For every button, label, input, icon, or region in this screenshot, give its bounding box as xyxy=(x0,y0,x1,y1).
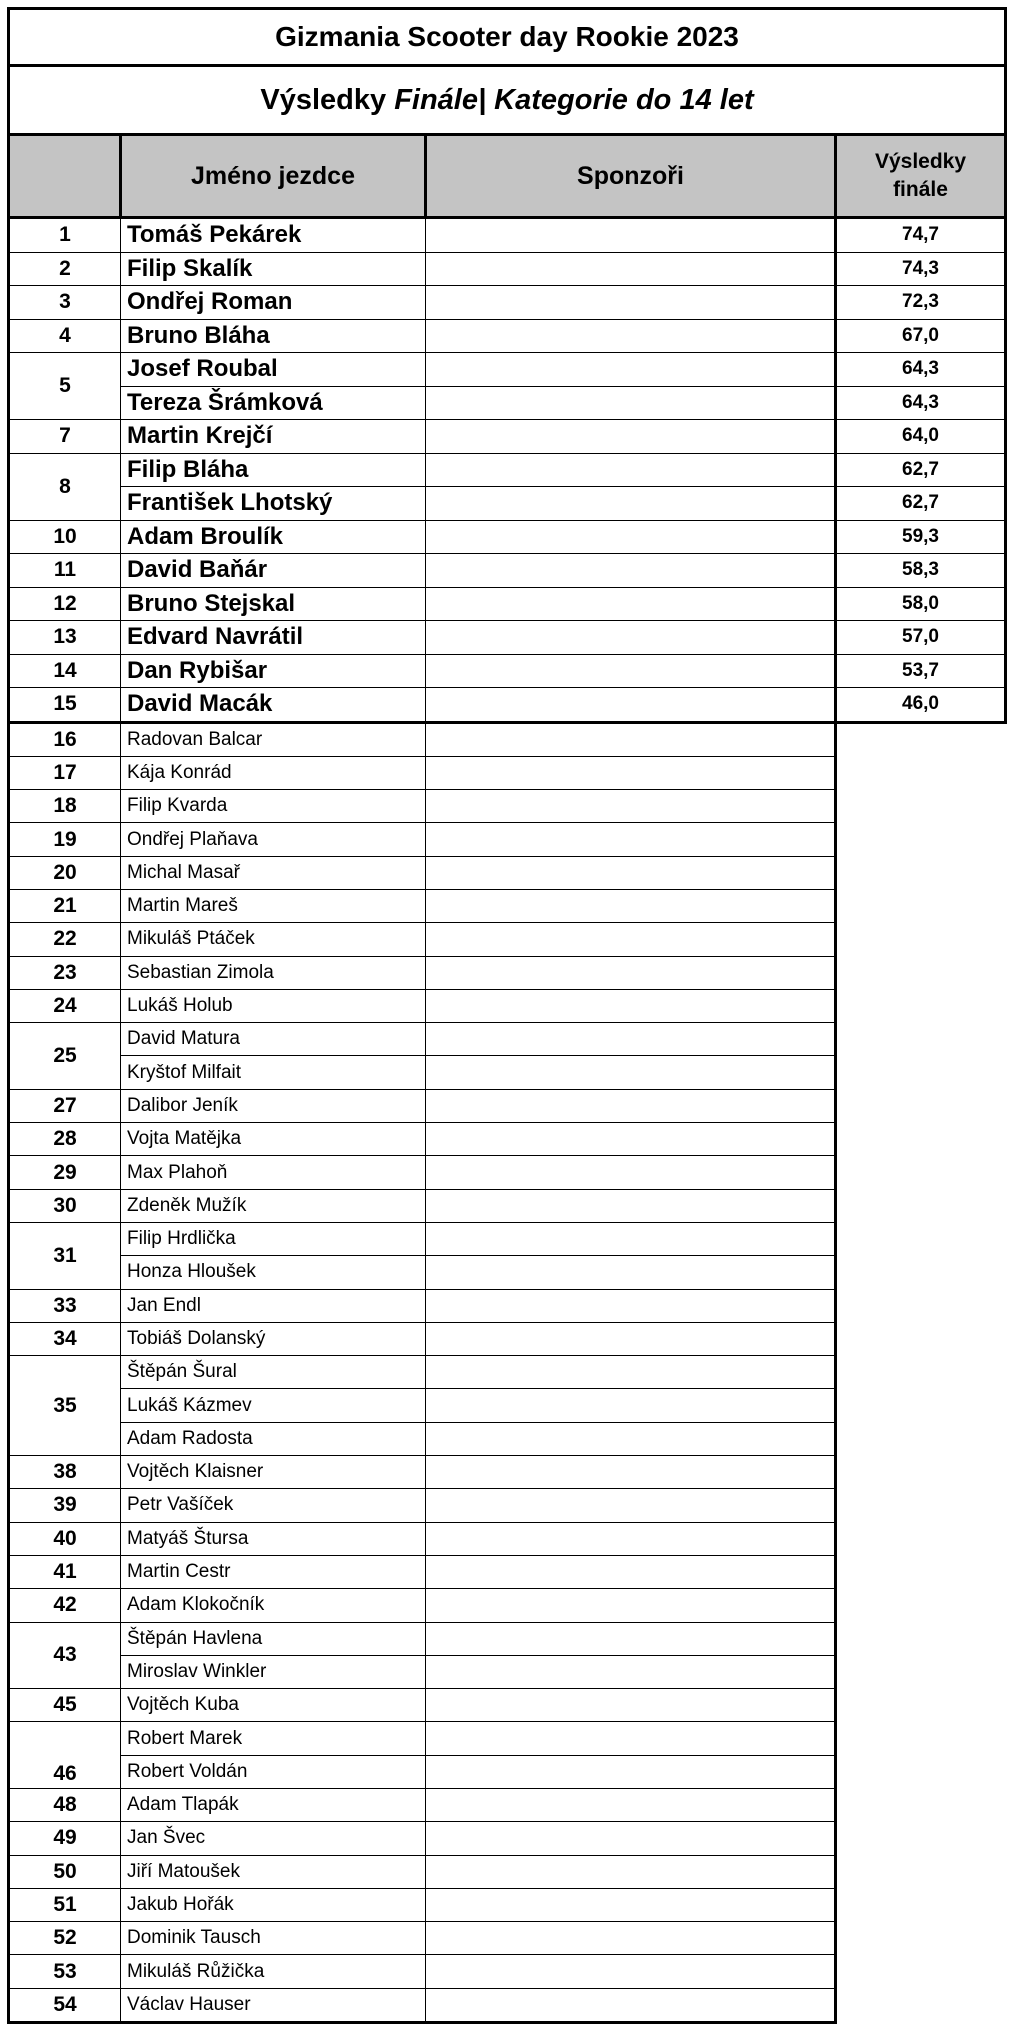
final-score: 46,0 xyxy=(836,688,1006,723)
final-score: 64,0 xyxy=(836,420,1006,454)
sponsor-cell xyxy=(426,1689,836,1722)
rider-name: Filip Skalík xyxy=(121,252,426,286)
rider-name: Adam Radosta xyxy=(121,1422,426,1455)
rider-name: Robert Marek xyxy=(121,1722,426,1755)
final-score: 72,3 xyxy=(836,286,1006,320)
rider-name: Vojtěch Kuba xyxy=(121,1689,426,1722)
final-score: 53,7 xyxy=(836,654,1006,688)
sponsor-cell xyxy=(426,1156,836,1189)
rank-cell: 48 xyxy=(9,1789,121,1822)
rank-cell: 28 xyxy=(9,1123,121,1156)
rank-cell: 35 xyxy=(9,1356,121,1456)
sponsor-cell xyxy=(426,1955,836,1988)
rider-row xyxy=(9,1489,1006,1522)
rider-name: David Macák xyxy=(121,688,426,723)
rider-row xyxy=(9,1988,1006,2022)
finalist-row xyxy=(9,286,1006,320)
rider-row xyxy=(9,956,1006,989)
rider-name: Mikuláš Ptáček xyxy=(121,923,426,956)
sponsor-cell xyxy=(426,790,836,823)
sponsor-cell xyxy=(426,856,836,889)
sponsor-cell xyxy=(426,1422,836,1455)
sponsor-cell xyxy=(426,1189,836,1222)
results-sheet xyxy=(7,7,1007,2024)
rider-row xyxy=(9,1555,1006,1588)
rank-cell: 13 xyxy=(9,621,121,655)
sponsor-cell xyxy=(426,1822,836,1855)
sponsor-cell xyxy=(426,1988,836,2022)
rank-cell: 52 xyxy=(9,1922,121,1955)
sponsor-cell xyxy=(426,654,836,688)
sponsor-cell xyxy=(426,218,836,253)
rank-cell: 38 xyxy=(9,1456,121,1489)
rider-name: Jakub Hořák xyxy=(121,1888,426,1921)
rider-name: Dominik Tausch xyxy=(121,1922,426,1955)
sponsor-cell xyxy=(426,286,836,320)
rank-cell: 10 xyxy=(9,520,121,554)
rider-row xyxy=(9,790,1006,823)
final-score: 59,3 xyxy=(836,520,1006,554)
rider-name: Jiří Matoušek xyxy=(121,1855,426,1888)
rank-cell: 22 xyxy=(9,923,121,956)
rank-cell: 1 xyxy=(9,218,121,253)
rank-cell: 7 xyxy=(9,420,121,454)
rider-name: Filip Kvarda xyxy=(121,790,426,823)
rider-name: Ondřej Plaňava xyxy=(121,823,426,856)
rider-name: Vojta Matějka xyxy=(121,1123,426,1156)
rider-row xyxy=(9,1222,1006,1255)
finalist-row xyxy=(9,688,1006,723)
sponsor-cell xyxy=(426,1855,836,1888)
sponsor-cell xyxy=(426,1922,836,1955)
rank-cell: 29 xyxy=(9,1156,121,1189)
subtitle-results: Výsledky xyxy=(260,83,395,116)
finalist-row xyxy=(9,453,1006,487)
rider-row xyxy=(9,1922,1006,1955)
rank-cell: 54 xyxy=(9,1988,121,2022)
rank-cell: 20 xyxy=(9,856,121,889)
page-title: Gizmania Scooter day Rookie 2023 xyxy=(9,9,1006,66)
header-sponsors: Sponzoři xyxy=(426,135,836,218)
finalist-row xyxy=(9,353,1006,387)
sponsor-cell xyxy=(426,1555,836,1588)
sponsor-cell xyxy=(426,587,836,621)
rank-cell: 51 xyxy=(9,1888,121,1921)
rider-row xyxy=(9,1589,1006,1622)
sponsor-cell xyxy=(426,1456,836,1489)
rider-row xyxy=(9,856,1006,889)
rider-name: Jan Endl xyxy=(121,1289,426,1322)
finalist-row xyxy=(9,319,1006,353)
sponsor-cell xyxy=(426,1489,836,1522)
finalist-row xyxy=(9,587,1006,621)
rider-name: Petr Vašíček xyxy=(121,1489,426,1522)
sponsor-cell xyxy=(426,956,836,989)
rank-cell: 41 xyxy=(9,1555,121,1588)
rider-name: Kryštof Milfait xyxy=(121,1056,426,1089)
final-score: 67,0 xyxy=(836,319,1006,353)
rank-cell: 31 xyxy=(9,1222,121,1289)
rank-cell: 18 xyxy=(9,790,121,823)
finalist-row xyxy=(9,487,1006,521)
sponsor-cell xyxy=(426,1123,836,1156)
finalist-row xyxy=(9,218,1006,253)
rank-cell: 23 xyxy=(9,956,121,989)
rider-name: Adam Broulík xyxy=(121,520,426,554)
finalist-row xyxy=(9,420,1006,454)
rider-row xyxy=(9,1123,1006,1156)
finalist-row xyxy=(9,520,1006,554)
rank-cell: 50 xyxy=(9,1855,121,1888)
sponsor-cell xyxy=(426,621,836,655)
final-score: 64,3 xyxy=(836,386,1006,420)
rider-name: Lukáš Holub xyxy=(121,989,426,1022)
rank-cell: 53 xyxy=(9,1955,121,1988)
rider-row xyxy=(9,1422,1006,1455)
rank-cell: 5 xyxy=(9,353,121,420)
header-final-results xyxy=(836,135,1006,218)
rider-name: Tomáš Pekárek xyxy=(121,218,426,253)
sponsor-cell xyxy=(426,889,836,922)
rider-name: Max Plahoň xyxy=(121,1156,426,1189)
rider-row xyxy=(9,823,1006,856)
sponsor-cell xyxy=(426,1622,836,1655)
sponsor-cell xyxy=(426,554,836,588)
rank-cell: 49 xyxy=(9,1822,121,1855)
rider-name: Štěpán Šural xyxy=(121,1356,426,1389)
rider-name: David Baňár xyxy=(121,554,426,588)
finalist-row xyxy=(9,386,1006,420)
header-rank xyxy=(9,135,121,218)
sponsor-cell xyxy=(426,1023,836,1056)
rider-row xyxy=(9,1622,1006,1655)
rider-name: Dalibor Jeník xyxy=(121,1089,426,1122)
final-score: 62,7 xyxy=(836,487,1006,521)
rank-cell: 25 xyxy=(9,1023,121,1090)
sponsor-cell xyxy=(426,1589,836,1622)
rank-cell: 40 xyxy=(9,1522,121,1555)
rider-row xyxy=(9,722,1006,756)
sponsor-cell xyxy=(426,1256,836,1289)
rider-name: Miroslav Winkler xyxy=(121,1655,426,1688)
rider-name: Dan Rybišar xyxy=(121,654,426,688)
rank-cell: 33 xyxy=(9,1289,121,1322)
rider-name: Bruno Bláha xyxy=(121,319,426,353)
results-table xyxy=(7,7,1007,2024)
rider-name: Tobiáš Dolanský xyxy=(121,1322,426,1355)
rank-cell: 14 xyxy=(9,654,121,688)
rider-name: Adam Klokočník xyxy=(121,1589,426,1622)
finalist-row xyxy=(9,621,1006,655)
rider-name: Vojtěch Klaisner xyxy=(121,1456,426,1489)
rider-row xyxy=(9,1023,1006,1056)
rider-row xyxy=(9,1256,1006,1289)
rider-row xyxy=(9,1522,1006,1555)
rider-row xyxy=(9,1322,1006,1355)
rider-row xyxy=(9,1389,1006,1422)
rider-name: Matyáš Štursa xyxy=(121,1522,426,1555)
rider-name: Martin Mareš xyxy=(121,889,426,922)
sponsor-cell xyxy=(426,319,836,353)
sponsor-cell xyxy=(426,1389,836,1422)
rider-name: Lukáš Kázmev xyxy=(121,1389,426,1422)
final-score: 74,7 xyxy=(836,218,1006,253)
sponsor-cell xyxy=(426,1222,836,1255)
rider-name: Ondřej Roman xyxy=(121,286,426,320)
rank-cell: 12 xyxy=(9,587,121,621)
finalist-row xyxy=(9,252,1006,286)
rider-name: Tereza Šrámková xyxy=(121,386,426,420)
finalist-row xyxy=(9,554,1006,588)
rider-name: David Matura xyxy=(121,1023,426,1056)
rank-cell: 2 xyxy=(9,252,121,286)
sponsor-cell xyxy=(426,1356,836,1389)
rider-name: Mikuláš Růžička xyxy=(121,1955,426,1988)
rider-name: Kája Konrád xyxy=(121,756,426,789)
final-score: 64,3 xyxy=(836,353,1006,387)
rider-name: Radovan Balcar xyxy=(121,722,426,756)
header-results-line2: finále xyxy=(893,178,948,201)
subtitle-category: Finále| Kategorie do 14 let xyxy=(394,83,754,116)
rank-cell: 27 xyxy=(9,1089,121,1122)
sponsor-cell xyxy=(426,1789,836,1822)
rider-name: Zdeněk Mužík xyxy=(121,1189,426,1222)
header-results-line1: Výsledky xyxy=(874,150,967,173)
rider-name: Martin Cestr xyxy=(121,1555,426,1588)
sponsor-cell xyxy=(426,1289,836,1322)
final-score: 58,3 xyxy=(836,554,1006,588)
rider-row xyxy=(9,989,1006,1022)
rank-cell: 11 xyxy=(9,554,121,588)
sponsor-cell xyxy=(426,1888,836,1921)
sponsor-cell xyxy=(426,1755,836,1788)
rider-name: Filip Bláha xyxy=(121,453,426,487)
sponsor-cell xyxy=(426,688,836,723)
final-score: 57,0 xyxy=(836,621,1006,655)
rider-row xyxy=(9,1722,1006,1755)
rider-name: Sebastian Zimola xyxy=(121,956,426,989)
rider-row xyxy=(9,1789,1006,1822)
sponsor-cell xyxy=(426,1056,836,1089)
sponsor-cell xyxy=(426,353,836,387)
rider-row xyxy=(9,1755,1006,1788)
rider-row xyxy=(9,1855,1006,1888)
rider-name: Václav Hauser xyxy=(121,1988,426,2022)
rank-cell: 34 xyxy=(9,1322,121,1355)
rider-name: Štěpán Havlena xyxy=(121,1622,426,1655)
rank-cell: 39 xyxy=(9,1489,121,1522)
rider-name: Honza Hloušek xyxy=(121,1256,426,1289)
sponsor-cell xyxy=(426,487,836,521)
finalist-row xyxy=(9,654,1006,688)
rider-row xyxy=(9,1888,1006,1921)
rank-cell: 45 xyxy=(9,1689,121,1722)
final-score: 62,7 xyxy=(836,453,1006,487)
sponsor-cell xyxy=(426,420,836,454)
rider-row xyxy=(9,923,1006,956)
rider-row xyxy=(9,1955,1006,1988)
rider-name: Jan Švec xyxy=(121,1822,426,1855)
rider-row xyxy=(9,1156,1006,1189)
rider-row xyxy=(9,1089,1006,1122)
sponsor-cell xyxy=(426,386,836,420)
rider-row xyxy=(9,1356,1006,1389)
rider-row xyxy=(9,1689,1006,1722)
sponsor-cell xyxy=(426,823,836,856)
rank-cell: 8 xyxy=(9,453,121,520)
rider-name: Michal Masař xyxy=(121,856,426,889)
sponsor-cell xyxy=(426,453,836,487)
rider-row xyxy=(9,1456,1006,1489)
rank-cell: 24 xyxy=(9,989,121,1022)
rider-row xyxy=(9,1056,1006,1089)
header-rider-name: Jméno jezdce xyxy=(121,135,426,218)
rank-cell: 19 xyxy=(9,823,121,856)
sponsor-cell xyxy=(426,520,836,554)
rank-cell: 30 xyxy=(9,1189,121,1222)
sponsor-cell xyxy=(426,989,836,1022)
rank-cell: 15 xyxy=(9,688,121,723)
rank-cell: 4 xyxy=(9,319,121,353)
rider-name: František Lhotský xyxy=(121,487,426,521)
rider-name: Edvard Navrátil xyxy=(121,621,426,655)
page-subtitle xyxy=(9,66,1006,135)
sponsor-cell xyxy=(426,923,836,956)
rider-row xyxy=(9,1189,1006,1222)
sponsor-cell xyxy=(426,1089,836,1122)
rider-name: Adam Tlapák xyxy=(121,1789,426,1822)
sponsor-cell xyxy=(426,252,836,286)
rider-name: Bruno Stejskal xyxy=(121,587,426,621)
final-score: 58,0 xyxy=(836,587,1006,621)
sponsor-cell xyxy=(426,1522,836,1555)
rank-cell: 16 xyxy=(9,722,121,756)
rider-row xyxy=(9,1655,1006,1688)
rider-name: Martin Krejčí xyxy=(121,420,426,454)
rider-name: Josef Roubal xyxy=(121,353,426,387)
rank-cell: 42 xyxy=(9,1589,121,1622)
rider-row xyxy=(9,1822,1006,1855)
rider-name: Robert Voldán xyxy=(121,1755,426,1788)
final-score: 74,3 xyxy=(836,252,1006,286)
rank-cell: 46 xyxy=(9,1722,121,1789)
rider-row xyxy=(9,889,1006,922)
sponsor-cell xyxy=(426,756,836,789)
rank-cell: 3 xyxy=(9,286,121,320)
rider-name: Filip Hrdlička xyxy=(121,1222,426,1255)
rider-row xyxy=(9,1289,1006,1322)
rider-row xyxy=(9,756,1006,789)
sponsor-cell xyxy=(426,1722,836,1755)
sponsor-cell xyxy=(426,722,836,756)
rank-cell: 17 xyxy=(9,756,121,789)
rank-cell: 21 xyxy=(9,889,121,922)
sponsor-cell xyxy=(426,1322,836,1355)
rank-cell: 43 xyxy=(9,1622,121,1689)
sponsor-cell xyxy=(426,1655,836,1688)
